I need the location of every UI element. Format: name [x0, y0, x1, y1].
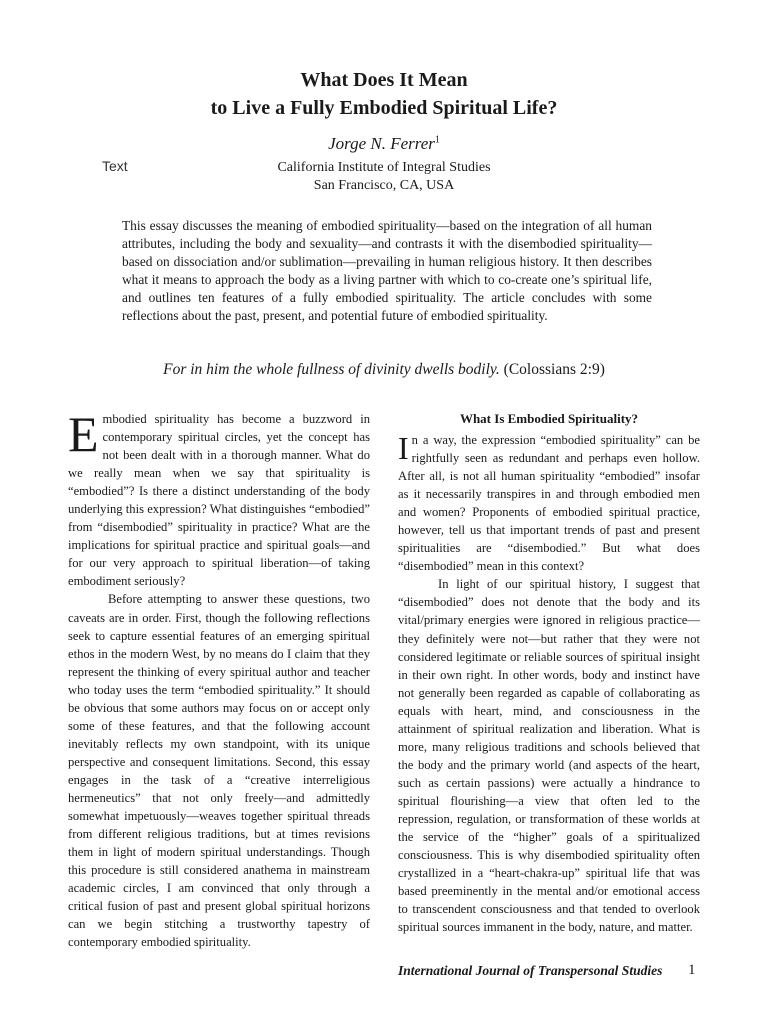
section-heading: What Is Embodied Spirituality?: [459, 411, 639, 426]
page-number: 1: [688, 962, 696, 978]
left-column: [68, 406, 370, 951]
right-column: [398, 410, 700, 936]
title-line-1: What Does It Mean: [300, 69, 468, 91]
abstract: This essay discusses the meaning of embodied spirituality—based on the integration of all human attributes, including the body and sexuality—and contrasts it with the disembodied spirituality—based on dissociation and/or sublimation—prevailing in human religious history. It then describes what it means to approach the body as a living partner with which to co-create one’s spiritual life, and outlines ten features of a fully embodied spirituality. The article concludes with some reflections about the past, present, and potential future of embodied spirituality.: [122, 218, 652, 323]
author-byline: [0, 133, 768, 155]
affiliation-institution: California Institute of Integral Studies: [277, 160, 491, 175]
left-paragraph-2: Before attempting to answer these questions, two caveats are in order. First, though the following reflections seek to capture essential features of an emerging spiritual ethos in the modern West, by no means do I claim that they represent the thinking of every spiritual author and teacher who today uses the term “embodied spirituality.” It should be obvious that some authors may focus on or accept only some of these features, and that the following account inevitably reflects my own standpoint, with its unique perspective and consequent limitations. Second, this essay engages in the task of a “creative interreligious hermeneutics” that not only freely—and admittedly somewhat impetuously—weaves together spiritual threads from different religious traditions, but at times revisions them in light of modern spiritual understandings. Though this procedure is still considered anathema in mainstream academic circles, I am convinced that only through a critical fusion of past and present global spiritual horizons can we begin stitching a trustworthy tapestry of contemporary embodied spirituality.: [68, 592, 370, 950]
left-paragraph-1-text: mbodied spirituality has become a buzzword in contemporary spiritual circles, yet the concept has not been dealt with in a thorough manner. What do we really mean when we say that spirituality is “embodied”? Is there a distinct understanding of the body underlying this expression? What distinguishes “embodied” from “disembodied” spirituality in practice? What are the implications for spiritual practice and spiritual goals—and for our very approach to spiritual liberation—of taking embodiment seriously?: [68, 412, 370, 589]
drop-cap-e: E: [68, 406, 99, 462]
affiliation-location: San Francisco, CA, USA: [313, 178, 455, 193]
affiliation: [0, 159, 768, 195]
drop-cap-i: I: [398, 430, 409, 466]
article-title: [0, 66, 768, 122]
right-paragraph-1: [398, 431, 700, 575]
footnote-mark[interactable]: 1: [434, 134, 440, 146]
epigraph: [0, 360, 768, 380]
right-paragraph-1-text: n a way, the expression “embodied spirituality” can be rightfully seen as redundant and perhaps even hollow. After all, is not all human spirituality “embodied” insofar as it necessarily transpires in and through embodied men and women? Proponents of embodied spiritual practice, however, tell us that important trends of past and present spiritualities are “disembodied.” But what does “disembodied” mean in this context?: [398, 433, 700, 574]
left-paragraph-1: [68, 406, 370, 590]
stray-text-label: Text: [102, 158, 128, 174]
footer-journal-name: International Journal of Transpersonal Studies: [398, 963, 663, 978]
right-paragraph-2: In light of our spiritual history, I suggest that “disembodied” does not denote that the body and its vital/primary energies were ignored in religious practice—they definitely were not—but rather that they were not considered legitimate or reliable sources of spiritual insight in their own right. In other words, body and instinct have not generally been regarded as capable of collaborating as equals with heart, mind, and consciousness in the attainment of spiritual realization and liberation. What is more, many religious traditions and schools believed that the body and the primary world (and aspects of the heart, such as certain passions) were actually a hindrance to spiritual flourishing—a view that often led to the repression, regulation, or transformation of these worlds at the service of the “higher” goals of a spiritualized consciousness. This is why disembodied spirituality often crystallized in a “heart-chakra-up” spiritual life that was based preeminently in the mental and/or emotional access to transcendent consciousness and that tended to overlook spiritual sources immanent in the body, nature, and matter.: [398, 577, 700, 935]
epigraph-citation: (Colossians 2:9): [503, 361, 605, 378]
epigraph-quote: For in him the whole fullness of divinity dwells bodily.: [163, 361, 500, 378]
title-line-2: to Live a Fully Embodied Spiritual Life?: [210, 97, 558, 119]
author-name: Jorge N. Ferrer: [328, 134, 435, 153]
